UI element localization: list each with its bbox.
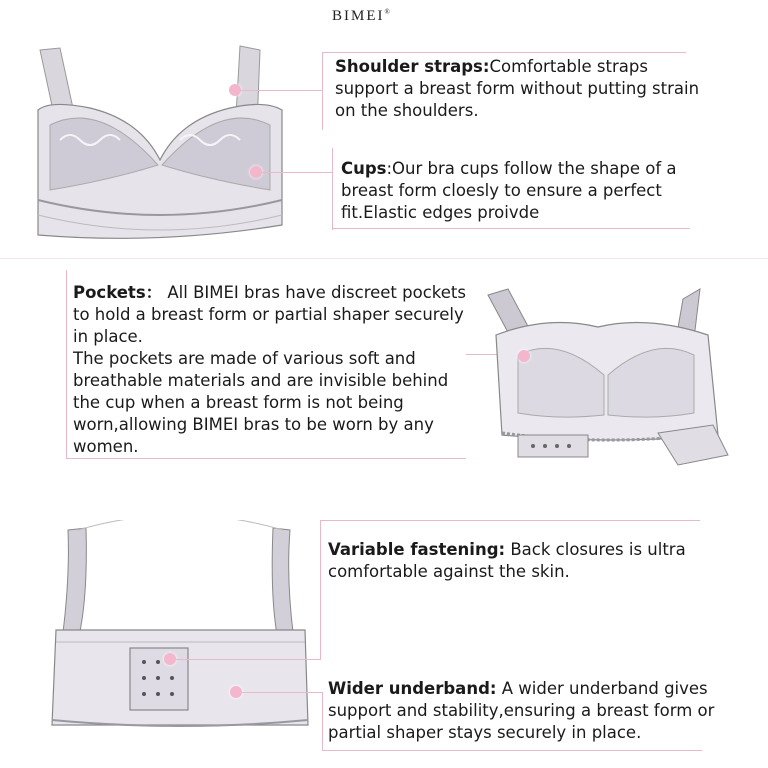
underband-body: A wider underband gives support and stability,ensuring a breast form or partial shaper stays securely in place. [328,679,715,742]
marker-dot-pockets [518,350,530,362]
connector-line [332,148,333,230]
bra-front-lace-image [20,40,300,250]
pockets-body-2: The pockets are made of various soft and breathable materials and are invisible behind the cup when a breast form is not being worn,allowing BIMEI bras to be worn by any women. [73,349,449,456]
fastening-body: Back closures is ultra comfortable against the skin. [328,540,686,581]
shoulder-straps-description [335,56,715,122]
shoulder-straps-body: Comfortable straps support a breast form without putting strain on the shoulders. [335,57,700,120]
connector-line [322,692,323,750]
underband-title: Wider underband: [328,679,497,698]
pockets-body-1: All BIMEI bras have discreet pockets to hold a breast form or partial shaper securely in place. [73,283,466,346]
connector-line [240,90,322,91]
section-divider [0,258,768,259]
connector-line [176,659,320,660]
connector-line [66,270,67,458]
pockets-description [73,282,473,458]
connector-line [322,52,686,53]
marker-dot-fastening [164,653,176,665]
connector-line [320,520,321,660]
bra-back-image [48,520,313,735]
connector-line [320,520,700,521]
cups-title: Cups [341,159,387,178]
marker-dot-underband [230,686,242,698]
connector-line [322,52,323,130]
marker-dot-cups [250,166,262,178]
shoulder-straps-title: Shoulder straps: [335,57,490,76]
underband-description [328,678,738,744]
cups-description [341,158,701,224]
connector-line [66,458,466,459]
fastening-title: Variable fastening: [328,540,506,559]
fastening-description [328,539,708,583]
connector-line [262,172,332,173]
connector-line [322,750,702,751]
pockets-title: Pockets： [73,283,163,302]
connector-line [332,228,690,229]
bra-pocket-open-image [478,285,740,470]
cups-body: :Our bra cups follow the shape of a breast form cloesly to ensure a perfect fit.Elastic edges proivde [341,159,677,222]
brand-logo: BIMEI® [332,8,392,24]
connector-line [242,692,322,693]
